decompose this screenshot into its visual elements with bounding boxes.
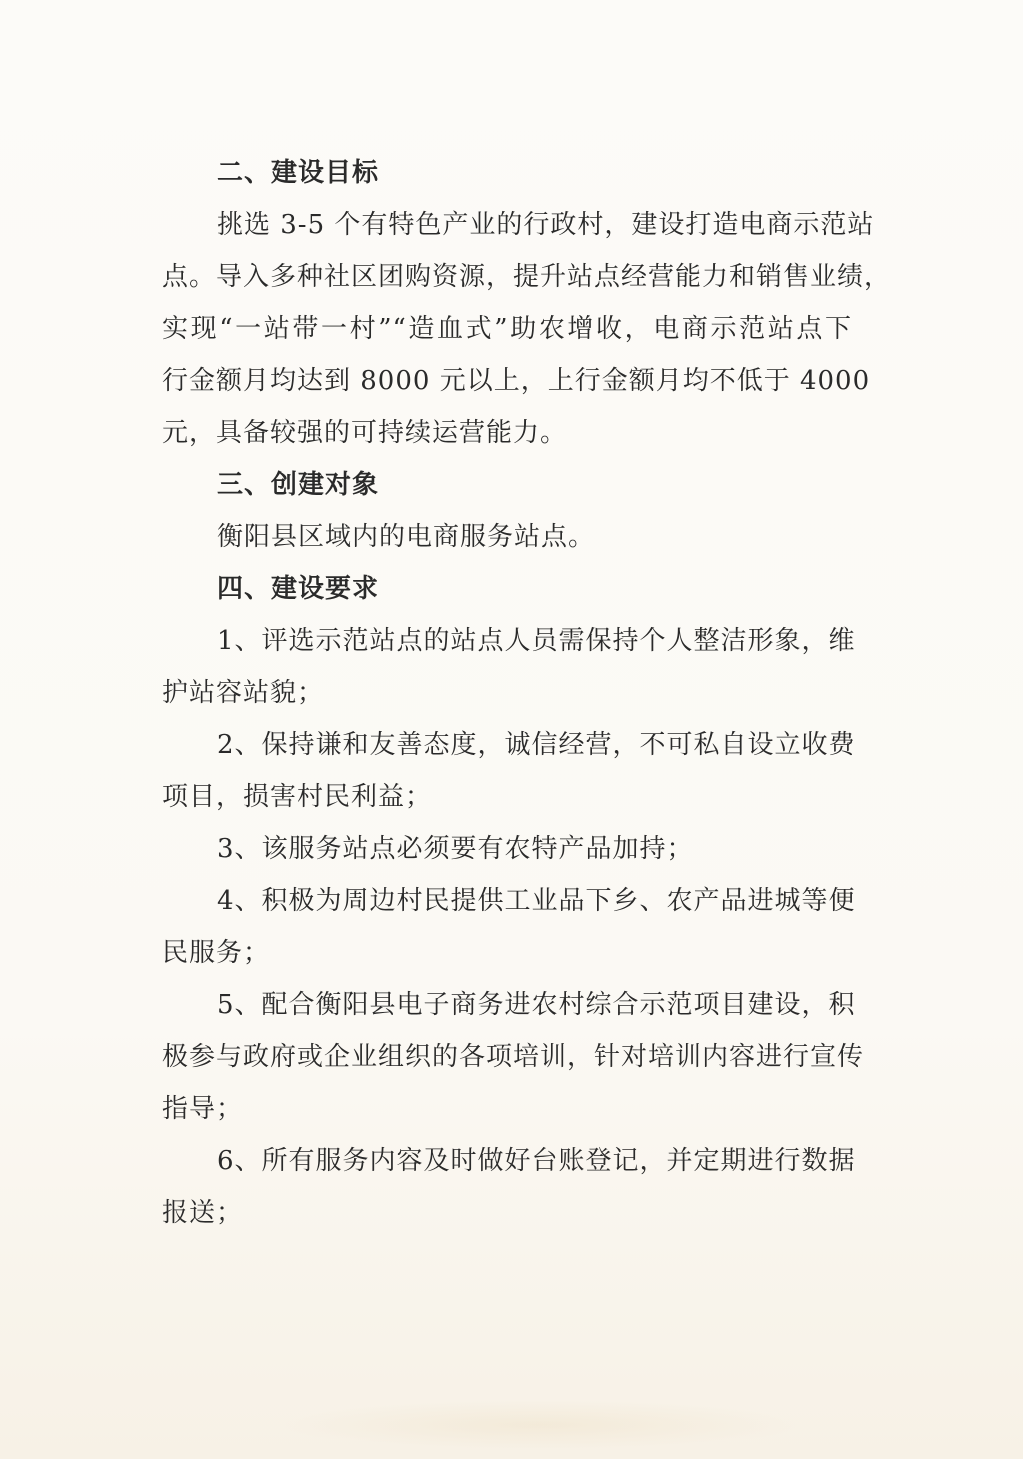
paragraph-line: 极参与政府或企业组织的各项培训，针对培训内容进行宣传 bbox=[162, 1042, 865, 1072]
paragraph-line: 2、保持谦和友善态度，诚信经营，不可私自设立收费 bbox=[217, 730, 856, 760]
paragraph-line: 指导； bbox=[162, 1094, 244, 1124]
section-heading-targets: 三、创建对象 bbox=[217, 470, 380, 500]
requirement-item-3 bbox=[162, 823, 862, 875]
paragraph-line: 3、该服务站点必须要有农特产品加持； bbox=[217, 834, 694, 864]
paragraph-line: 点。导入多种社区团购资源，提升站点经营能力和销售业绩， bbox=[162, 262, 892, 292]
paragraph-line: 报送； bbox=[162, 1198, 244, 1228]
paragraph-line: 5、配合衡阳县电子商务进农村综合示范项目建设，积 bbox=[217, 990, 856, 1020]
requirement-item-1 bbox=[162, 615, 862, 719]
paragraph-line: 4、积极为周边村民提供工业品下乡、农产品进城等便 bbox=[217, 886, 856, 916]
section-heading-requirements: 四、建设要求 bbox=[217, 574, 380, 604]
paragraph-line: 6、所有服务内容及时做好台账登记，并定期进行数据 bbox=[217, 1146, 856, 1176]
paragraph-line: 护站容站貌； bbox=[162, 678, 325, 708]
paper-stain bbox=[280, 1400, 800, 1450]
requirement-item-5 bbox=[162, 979, 865, 1135]
requirement-item-4 bbox=[162, 875, 862, 979]
requirement-item-6 bbox=[162, 1135, 862, 1239]
paragraph-line: 项目，损害村民利益； bbox=[162, 782, 433, 812]
paragraph-line: 1、评选示范站点的站点人员需保持个人整洁形象，维 bbox=[217, 626, 856, 656]
paragraph-line: 挑选 3-5 个有特色产业的行政村，建设打造电商示范站 bbox=[217, 210, 875, 240]
paragraph-line: 民服务； bbox=[162, 938, 271, 968]
paragraph-line: 实现“一站带一村”“造血式”助农增收，电商示范站点下 bbox=[162, 314, 852, 344]
requirement-item-2 bbox=[162, 719, 862, 823]
section-heading-goals: 二、建设目标 bbox=[217, 158, 380, 188]
document-body bbox=[162, 147, 892, 1239]
paragraph-line: 行金额月均达到 8000 元以上，上行金额月均不低于 4000 bbox=[162, 366, 871, 396]
paragraph-line: 衡阳县区域内的电商服务站点。 bbox=[217, 522, 596, 552]
paragraph-line: 元，具备较强的可持续运营能力。 bbox=[162, 418, 568, 448]
